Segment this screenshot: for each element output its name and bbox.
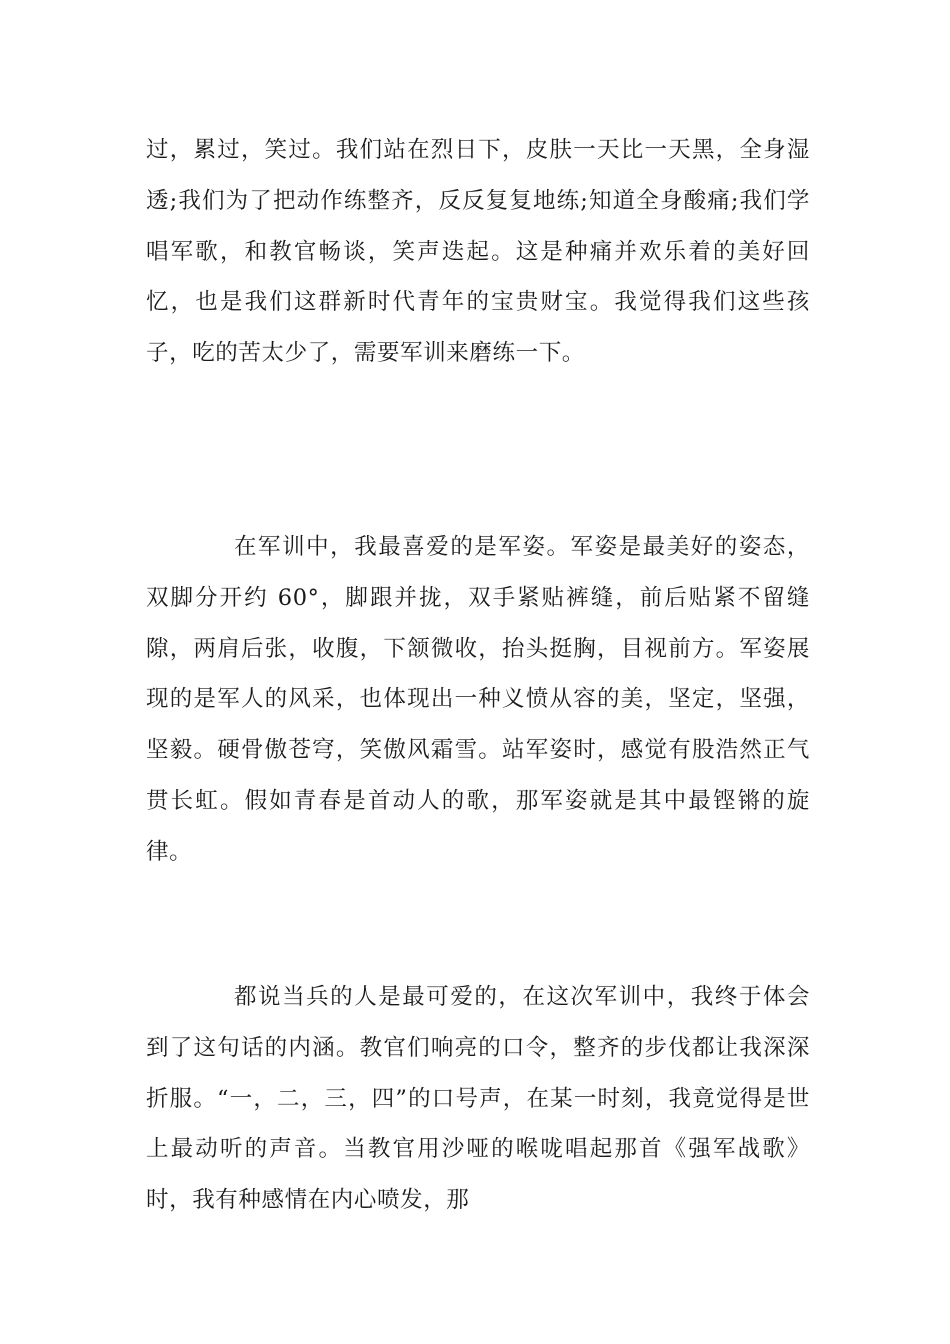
paragraph-military-posture: 在军训中，我最喜爱的是军姿。军姿是最美好的姿态，双脚分开约 60°，脚跟并拢，双手紧贴裤缝，前后贴紧不留缝隙，两肩后张，收腹，下颔微收，抬头挺胸，目视前方。军姿展现的是军人的风采，也体现出一种义愤从容的美，坚定，坚强，坚毅。硬骨傲苍穹，笑傲风霜雪。站军姿时，感觉有股浩然正气贯长虹。假如青春是首动人的歌，那军姿就是其中最铿锵的旋律。 — [146, 534, 810, 865]
paragraph-instructors: 都说当兵的人是最可爱的，在这次军训中，我终于体会到了这句话的内涵。教官们响亮的口令，整齐的步伐都让我深深折服。“一，二，三，四”的口号声，在某一时刻，我竟觉得是世上最动听的声音。当教官用沙哑的喉咙唱起那首《强军战歌》时，我有种感情在内心喷发，那 — [146, 984, 810, 1214]
paragraph-continuation: 过，累过，笑过。我们站在烈日下，皮肤一天比一天黑，全身湿透;我们为了把动作练整齐，反反复复地练;知道全身酸痛;我们学唱军歌，和教官畅谈，笑声迭起。这是种痛并欢乐着的美好回忆，也是我们这群新时代青年的宝贵财宝。我觉得我们这些孩子，吃的苦太少了，需要军训来磨练一下。 — [146, 137, 810, 367]
